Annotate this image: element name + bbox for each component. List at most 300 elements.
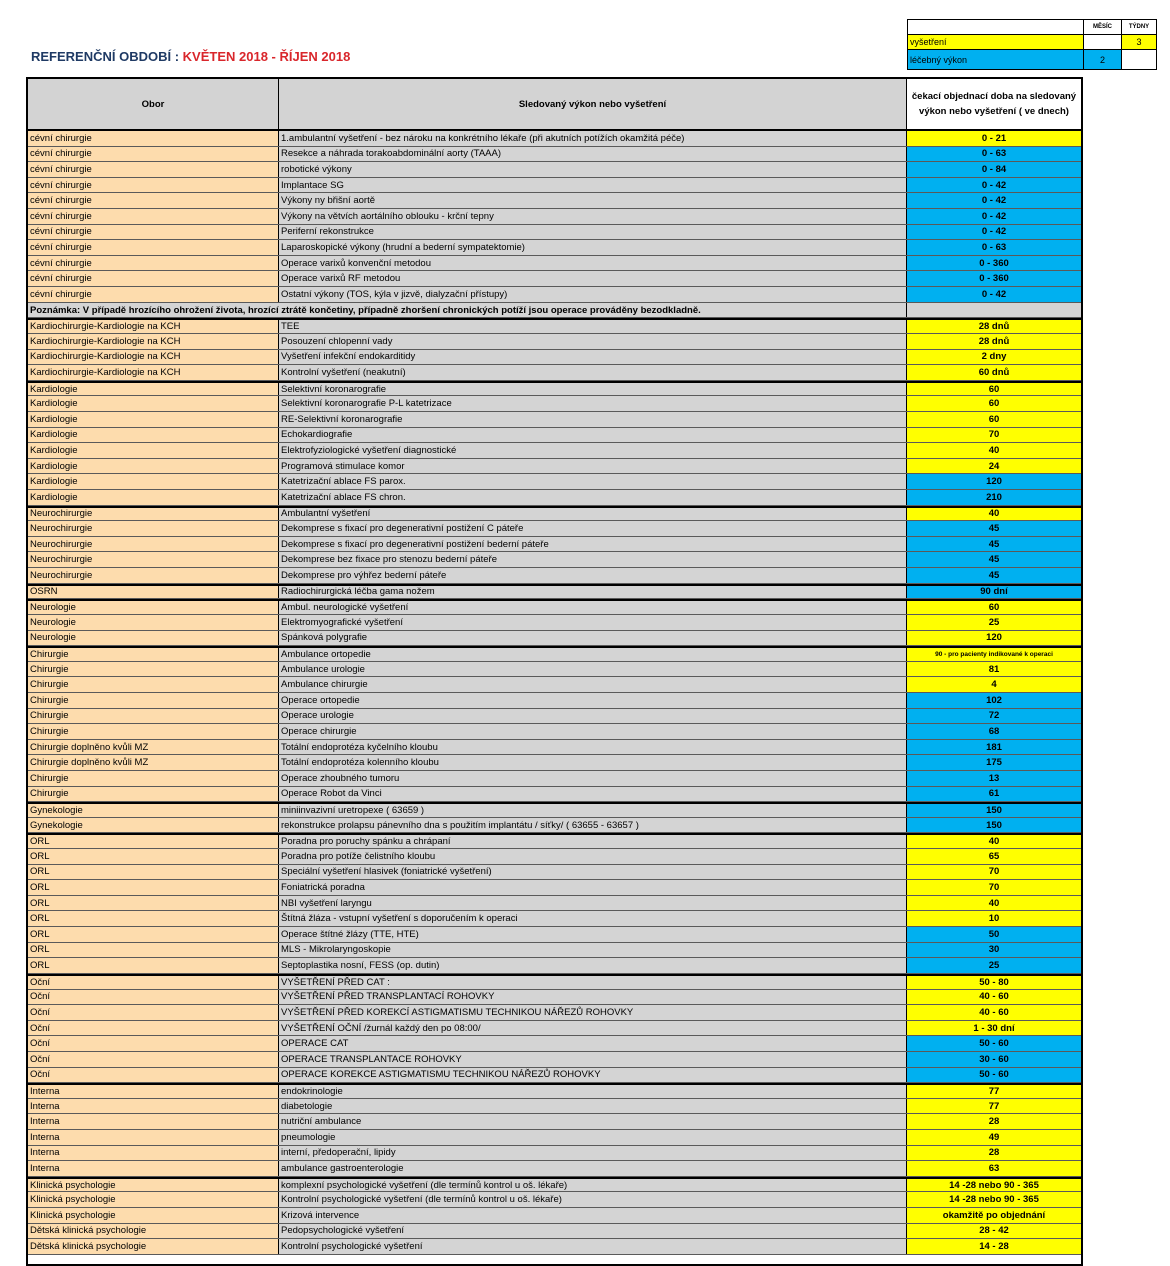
cell-vykon: OPERACE TRANSPLANTACE ROHOVKY <box>279 1052 907 1067</box>
table-row <box>28 521 1081 537</box>
cell-vykon: Dekomprese bez fixace pro stenozu bederní páteře <box>279 552 907 567</box>
cell-waiting-days: 50 - 60 <box>907 1036 1081 1051</box>
table-body <box>28 131 1081 1255</box>
table-row <box>28 896 1081 912</box>
table-row <box>28 474 1081 490</box>
cell-obor: cévní chirurgie <box>28 162 279 177</box>
cell-waiting-days: 0 - 42 <box>907 193 1081 208</box>
cell-waiting-days: 90 - pro pacienty indikované k operaci <box>907 648 1081 661</box>
cell-vykon: Kontrolní psychologické vyšetření <box>279 1239 907 1254</box>
waiting-times-table <box>26 77 1083 1266</box>
cell-obor: Chirurgie <box>28 787 279 802</box>
cell-waiting-days: 60 <box>907 396 1081 411</box>
cell-obor: Kardiologie <box>28 383 279 396</box>
cell-waiting-days: okamžitě po objednání <box>907 1208 1081 1223</box>
cell-waiting-days: 45 <box>907 568 1081 583</box>
cell-vykon: Ambulance urologie <box>279 662 907 677</box>
cell-obor: Chirurgie <box>28 677 279 692</box>
cell-obor: Neurologie <box>28 601 279 614</box>
cell-waiting-days: 40 <box>907 508 1081 521</box>
table-row <box>28 428 1081 444</box>
cell-vykon: Selektivní koronarografie <box>279 383 907 396</box>
cell-obor: Oční <box>28 1052 279 1067</box>
cell-obor: Neurochirurgie <box>28 537 279 552</box>
header-waiting-time: čekací objednací doba na sledovaný výkon nebo vyšetření ( ve dnech) <box>907 79 1081 129</box>
reference-period-heading <box>31 49 350 64</box>
table-row <box>28 443 1081 459</box>
cell-obor: Interna <box>28 1161 279 1176</box>
cell-obor: cévní chirurgie <box>28 178 279 193</box>
cell-obor: Gynekologie <box>28 818 279 833</box>
cell-waiting-days: 1 - 30 dní <box>907 1021 1081 1036</box>
table-row <box>28 178 1081 194</box>
cell-waiting-days: 0 - 360 <box>907 256 1081 271</box>
cell-vykon: Kontrolní vyšetření (neakutní) <box>279 365 907 380</box>
table-row <box>28 209 1081 225</box>
table-row <box>28 490 1081 506</box>
cell-vykon: OPERACE CAT <box>279 1036 907 1051</box>
table-row <box>28 240 1081 256</box>
cell-obor: cévní chirurgie <box>28 193 279 208</box>
table-row <box>28 865 1081 881</box>
table-row <box>28 131 1081 147</box>
cell-obor: Gynekologie <box>28 804 279 817</box>
cell-obor: Interna <box>28 1114 279 1129</box>
cell-waiting-days: 28 <box>907 1114 1081 1129</box>
cell-obor: ORL <box>28 911 279 926</box>
legend-exam-row <box>908 35 1156 50</box>
cell-vykon: Elektromyografické vyšetření <box>279 615 907 630</box>
cell-obor: cévní chirurgie <box>28 225 279 240</box>
cell-vykon: Elektrofyziologické vyšetření diagnostické <box>279 443 907 458</box>
table-row <box>28 787 1081 803</box>
cell-waiting-days: 50 <box>907 927 1081 942</box>
cell-obor: cévní chirurgie <box>28 256 279 271</box>
cell-waiting-days: 25 <box>907 615 1081 630</box>
cell-obor: cévní chirurgie <box>28 240 279 255</box>
cell-obor: cévní chirurgie <box>28 209 279 224</box>
table-row <box>28 584 1081 600</box>
cell-waiting-days: 30 <box>907 943 1081 958</box>
cell-vykon: Operace Robot da Vinci <box>279 787 907 802</box>
table-row <box>28 381 1081 397</box>
cell-obor: Oční <box>28 976 279 989</box>
table-row <box>28 1224 1081 1240</box>
cell-obor: Klinická psychologie <box>28 1208 279 1223</box>
table-row <box>28 693 1081 709</box>
table-row <box>28 974 1081 990</box>
table-row <box>28 833 1081 849</box>
legend-treatment-label: léčebný výkon <box>908 50 1084 69</box>
table-row <box>28 1177 1081 1193</box>
cell-vykon: komplexní psychologické vyšetření (dle termínů kontrol u oš. lékaře) <box>279 1179 907 1192</box>
table-row <box>28 849 1081 865</box>
cell-waiting-days: 81 <box>907 662 1081 677</box>
table-row <box>28 271 1081 287</box>
table-row <box>28 599 1081 615</box>
table-row <box>28 1208 1081 1224</box>
cell-waiting-days: 14 -28 nebo 90 - 365 <box>907 1179 1081 1192</box>
cell-obor: Kardiologie <box>28 490 279 505</box>
table-row <box>28 256 1081 272</box>
cell-obor: Klinická psychologie <box>28 1192 279 1207</box>
table-row <box>28 662 1081 678</box>
cell-obor: cévní chirurgie <box>28 287 279 302</box>
cell-vykon: nutriční ambulance <box>279 1114 907 1129</box>
cell-obor: Oční <box>28 1005 279 1020</box>
cell-waiting-days: 49 <box>907 1130 1081 1145</box>
table-row <box>28 1005 1081 1021</box>
cell-obor: cévní chirurgie <box>28 131 279 146</box>
cell-waiting-days: 0 - 42 <box>907 287 1081 302</box>
cell-waiting-days: 13 <box>907 771 1081 786</box>
cell-obor: Kardiochirurgie-Kardiologie na KCH <box>28 334 279 349</box>
cell-waiting-days: 150 <box>907 804 1081 817</box>
cell-vykon: Výkony ny břišní aortě <box>279 193 907 208</box>
table-row <box>28 1114 1081 1130</box>
cell-waiting-days: 70 <box>907 428 1081 443</box>
table-row <box>28 396 1081 412</box>
table-row <box>28 677 1081 693</box>
cell-vykon: Laparoskopické výkony (hrudní a bederní sympatektomie) <box>279 240 907 255</box>
table-row <box>28 740 1081 756</box>
table-row <box>28 1192 1081 1208</box>
cell-vykon: Resekce a náhrada torakoabdominální aorty (TAAA) <box>279 147 907 162</box>
cell-vykon: Štítná žláza - vstupní vyšetření s doporučením k operaci <box>279 911 907 926</box>
table-row <box>28 755 1081 771</box>
table-row <box>28 709 1081 725</box>
cell-vykon: Výkony na větvích aortálního oblouku - krční tepny <box>279 209 907 224</box>
cell-obor: Oční <box>28 1068 279 1083</box>
cell-waiting-days: 90 dní <box>907 586 1081 599</box>
table-row <box>28 1021 1081 1037</box>
cell-obor: ORL <box>28 927 279 942</box>
legend-exam-label: vyšetření <box>908 35 1084 50</box>
cell-waiting-days: 40 - 60 <box>907 1005 1081 1020</box>
cell-waiting-days: 30 - 60 <box>907 1052 1081 1067</box>
cell-waiting-days: 63 <box>907 1161 1081 1176</box>
cell-waiting-days: 0 - 21 <box>907 131 1081 146</box>
cell-obor: Kardiologie <box>28 396 279 411</box>
cell-obor: Kardiochirurgie-Kardiologie na KCH <box>28 350 279 365</box>
cell-waiting-days: 0 - 360 <box>907 271 1081 286</box>
cell-waiting-days: 60 <box>907 601 1081 614</box>
cell-vykon: Totální endoprotéza kolenního kloubu <box>279 755 907 770</box>
table-row <box>28 990 1081 1006</box>
cell-waiting-days: 45 <box>907 537 1081 552</box>
legend-month-header: MĚSÍC <box>1084 20 1122 35</box>
cell-waiting-days: 102 <box>907 693 1081 708</box>
cell-vykon: Dekomprese s fixací pro degenerativní postižení bederní páteře <box>279 537 907 552</box>
table-row <box>28 412 1081 428</box>
table-row <box>28 1161 1081 1177</box>
cell-obor: Interna <box>28 1130 279 1145</box>
table-row <box>28 1083 1081 1099</box>
cell-waiting-days: 61 <box>907 787 1081 802</box>
cell-vykon: Radiochirurgická léčba gama nožem <box>279 586 907 599</box>
cell-waiting-days: 0 - 84 <box>907 162 1081 177</box>
cell-vykon: Ambulantní vyšetření <box>279 508 907 521</box>
cell-waiting-days: 4 <box>907 677 1081 692</box>
cell-waiting-days: 0 - 63 <box>907 240 1081 255</box>
heading-period: KVĚTEN 2018 - ŘÍJEN 2018 <box>182 49 351 64</box>
cell-waiting-days: 77 <box>907 1085 1081 1098</box>
cell-obor: Kardiologie <box>28 443 279 458</box>
cell-vykon: Programová stimulace komor <box>279 459 907 474</box>
cell-vykon: Speciální vyšetření hlasivek (foniatrické vyšetření) <box>279 865 907 880</box>
table-row <box>28 911 1081 927</box>
cell-vykon: VYŠETŘENÍ PŘED TRANSPLANTACÍ ROHOVKY <box>279 990 907 1005</box>
cell-waiting-days: 70 <box>907 880 1081 895</box>
cell-waiting-days: 50 - 80 <box>907 976 1081 989</box>
cell-obor: Neurochirurgie <box>28 508 279 521</box>
cell-vykon: Krizová intervence <box>279 1208 907 1223</box>
table-row <box>28 506 1081 522</box>
table-row <box>28 365 1081 381</box>
cell-obor: Kardiochirurgie-Kardiologie na KCH <box>28 365 279 380</box>
cell-waiting-days: 28 <box>907 1146 1081 1161</box>
cell-obor: Dětská klinická psychologie <box>28 1239 279 1254</box>
cell-waiting-days: 0 - 42 <box>907 209 1081 224</box>
cell-vykon: Operace štítné žlázy (TTE, HTE) <box>279 927 907 942</box>
table-row <box>28 225 1081 241</box>
cell-vykon: Operace varixů konvenční metodou <box>279 256 907 271</box>
cell-obor: Neurologie <box>28 631 279 646</box>
cell-obor: Dětská klinická psychologie <box>28 1224 279 1239</box>
cell-vykon: OPERACE KOREKCE ASTIGMATISMU TECHNIKOU NÁŘEZŮ ROHOVKY <box>279 1068 907 1083</box>
cell-waiting-days: 60 <box>907 412 1081 427</box>
table-row <box>28 162 1081 178</box>
table-row <box>28 350 1081 366</box>
cell-obor: Interna <box>28 1146 279 1161</box>
cell-waiting-days: 28 - 42 <box>907 1224 1081 1239</box>
table-row <box>28 552 1081 568</box>
cell-waiting-days: 60 <box>907 383 1081 396</box>
table-row <box>28 943 1081 959</box>
cell-waiting-days: 2 dny <box>907 350 1081 365</box>
table-row <box>28 615 1081 631</box>
cell-vykon: Foniatrická poradna <box>279 880 907 895</box>
cell-obor: Neurochirurgie <box>28 521 279 536</box>
table-row <box>28 1239 1081 1255</box>
cell-vykon: VYŠETŘENÍ PŘED KOREKCÍ ASTIGMATISMU TECHNIKOU NÁŘEZŮ ROHOVKY <box>279 1005 907 1020</box>
cell-vykon: Implantace SG <box>279 178 907 193</box>
table-row <box>28 568 1081 584</box>
cell-obor: Chirurgie <box>28 693 279 708</box>
cell-vykon: Katetrizační ablace FS chron. <box>279 490 907 505</box>
cell-waiting-days: 181 <box>907 740 1081 755</box>
cell-vykon: Operace zhoubného tumoru <box>279 771 907 786</box>
table-row <box>28 334 1081 350</box>
table-row <box>28 724 1081 740</box>
cell-waiting-days: 14 -28 nebo 90 - 365 <box>907 1192 1081 1207</box>
cell-obor: Chirurgie <box>28 771 279 786</box>
cell-vykon: ambulance gastroenterologie <box>279 1161 907 1176</box>
cell-obor: Klinická psychologie <box>28 1179 279 1192</box>
cell-vykon: Ambul. neurologické vyšetření <box>279 601 907 614</box>
legend-treatment-month: 2 <box>1084 50 1122 69</box>
table-row <box>28 646 1081 662</box>
cell-waiting-days: 0 - 42 <box>907 178 1081 193</box>
header-obor: Obor <box>28 79 279 129</box>
cell-vykon: TEE <box>279 320 907 333</box>
cell-obor: ORL <box>28 958 279 973</box>
cell-obor: Chirurgie <box>28 662 279 677</box>
cell-obor: ORL <box>28 880 279 895</box>
cell-vykon: Pedopsychologické vyšetření <box>279 1224 907 1239</box>
cell-vykon: Poradna pro potíže čelistního kloubu <box>279 849 907 864</box>
cell-vykon: Posouzení chlopenní vady <box>279 334 907 349</box>
table-row <box>28 631 1081 647</box>
table-row <box>28 1068 1081 1084</box>
cell-obor: Chirurgie doplněno kvůli MZ <box>28 740 279 755</box>
cell-obor: Chirurgie <box>28 724 279 739</box>
cell-waiting-days: 70 <box>907 865 1081 880</box>
cell-vykon: Katetrizační ablace FS parox. <box>279 474 907 489</box>
cell-waiting-days: 14 - 28 <box>907 1239 1081 1254</box>
cell-vykon: Ambulance ortopedie <box>279 648 907 661</box>
cell-vykon: Operace varixů RF metodou <box>279 271 907 286</box>
cell-waiting-days: 28 dnů <box>907 320 1081 333</box>
table-row <box>28 1099 1081 1115</box>
cell-obor: Neurochirurgie <box>28 568 279 583</box>
cell-vykon: Septoplastika nosní, FESS (op. dutin) <box>279 958 907 973</box>
cell-obor: Oční <box>28 990 279 1005</box>
cell-vykon: interní, předoperační, lipidy <box>279 1146 907 1161</box>
cell-obor: Kardiologie <box>28 412 279 427</box>
cell-vykon: RE-Selektivní koronarografie <box>279 412 907 427</box>
cell-waiting-days: 40 - 60 <box>907 990 1081 1005</box>
table-header-row <box>28 79 1081 131</box>
cell-obor: Interna <box>28 1099 279 1114</box>
cell-obor: ORL <box>28 849 279 864</box>
cell-waiting-days: 0 - 63 <box>907 147 1081 162</box>
cell-obor: ORL <box>28 943 279 958</box>
header-vykon: Sledovaný výkon nebo vyšetření <box>279 79 907 129</box>
heading-prefix: REFERENČNÍ OBDOBÍ : <box>31 49 183 64</box>
cell-obor: ORL <box>28 835 279 848</box>
cell-obor: Kardiochirurgie-Kardiologie na KCH <box>28 320 279 333</box>
table-row <box>28 537 1081 553</box>
cell-vykon: miniinvazivní uretropexe ( 63659 ) <box>279 804 907 817</box>
cell-vykon: 1.ambulantní vyšetření - bez nároku na konkrétního lékaře (při akutních potížích okamžitá péče) <box>279 131 907 146</box>
table-row <box>28 193 1081 209</box>
cell-waiting-days: 210 <box>907 490 1081 505</box>
cell-waiting-days: 24 <box>907 459 1081 474</box>
cell-waiting-days: 65 <box>907 849 1081 864</box>
cell-vykon: Operace urologie <box>279 709 907 724</box>
cell-obor: Oční <box>28 1036 279 1051</box>
cell-vykon: Ostatní výkony (TOS, kýla v jizvě, dialyzační přístupy) <box>279 287 907 302</box>
cell-waiting-days: 40 <box>907 835 1081 848</box>
table-row <box>28 459 1081 475</box>
cell-obor: Kardiologie <box>28 428 279 443</box>
table-row <box>28 1146 1081 1162</box>
legend-weeks-header: TÝDNY <box>1122 20 1156 35</box>
cell-waiting-days: 40 <box>907 896 1081 911</box>
legend-exam-weeks: 3 <box>1122 35 1156 50</box>
table-row <box>28 880 1081 896</box>
cell-waiting-days: 0 - 42 <box>907 225 1081 240</box>
cell-obor: Chirurgie <box>28 648 279 661</box>
cell-vykon: Vyšetření infekční endokarditidy <box>279 350 907 365</box>
cell-vykon: Operace chirurgie <box>279 724 907 739</box>
cell-waiting-days: 45 <box>907 521 1081 536</box>
cell-obor: cévní chirurgie <box>28 271 279 286</box>
cell-obor: Neurologie <box>28 615 279 630</box>
cell-vykon: rekonstrukce prolapsu pánevního dna s použitím implantátu / síťky/ ( 63655 - 63657 ) <box>279 818 907 833</box>
cell-obor: Kardiologie <box>28 459 279 474</box>
cell-waiting-days: 45 <box>907 552 1081 567</box>
cell-vykon: Spánková polygrafie <box>279 631 907 646</box>
cell-vykon: Dekomprese s fixací pro degenerativní postižení C páteře <box>279 521 907 536</box>
table-row <box>28 958 1081 974</box>
table-row <box>28 318 1081 334</box>
cell-waiting-days: 72 <box>907 709 1081 724</box>
cell-vykon: pneumologie <box>279 1130 907 1145</box>
cell-obor: OSRN <box>28 586 279 599</box>
cell-obor: Neurochirurgie <box>28 552 279 567</box>
cell-vykon: Dekomprese pro výhřez bederní páteře <box>279 568 907 583</box>
cell-obor: ORL <box>28 865 279 880</box>
cell-waiting-days: 40 <box>907 443 1081 458</box>
cell-obor: Oční <box>28 1021 279 1036</box>
cell-waiting-days: 150 <box>907 818 1081 833</box>
legend-header-row <box>908 20 1156 35</box>
cell-waiting-days: 28 dnů <box>907 334 1081 349</box>
cell-waiting-days: 60 dnů <box>907 365 1081 380</box>
cell-vykon: robotické výkony <box>279 162 907 177</box>
cell-vykon: Totální endoprotéza kyčelního kloubu <box>279 740 907 755</box>
cell-waiting-days: 175 <box>907 755 1081 770</box>
cell-vykon: VYŠETŘENÍ OČNÍ /žurnál každý den po 08:00/ <box>279 1021 907 1036</box>
cell-obor: Interna <box>28 1085 279 1098</box>
cell-waiting-days: 77 <box>907 1099 1081 1114</box>
table-row <box>28 927 1081 943</box>
cell-vykon: Kontrolní psychologické vyšetření (dle termínů kontrol u oš. lékaře) <box>279 1192 907 1207</box>
cell-waiting-days: 10 <box>907 911 1081 926</box>
cell-obor: ORL <box>28 896 279 911</box>
table-row <box>28 802 1081 818</box>
color-legend <box>907 19 1157 70</box>
cell-waiting-days: 50 - 60 <box>907 1068 1081 1083</box>
cell-waiting-days: 120 <box>907 474 1081 489</box>
cell-vykon: Echokardiografie <box>279 428 907 443</box>
cell-vykon: Operace ortopedie <box>279 693 907 708</box>
table-row <box>28 771 1081 787</box>
cell-vykon: endokrinologie <box>279 1085 907 1098</box>
cell-waiting-days: 120 <box>907 631 1081 646</box>
cell-vykon: Periferní rekonstrukce <box>279 225 907 240</box>
cell-obor: Kardiologie <box>28 474 279 489</box>
cell-obor: Chirurgie doplněno kvůli MZ <box>28 755 279 770</box>
cell-obor: cévní chirurgie <box>28 147 279 162</box>
legend-treatment-row <box>908 50 1156 69</box>
cell-vykon: NBI vyšetření laryngu <box>279 896 907 911</box>
table-row <box>28 1052 1081 1068</box>
cell-waiting-days: 68 <box>907 724 1081 739</box>
cell-obor: Chirurgie <box>28 709 279 724</box>
table-row <box>28 1130 1081 1146</box>
note-text: Poznámka: V případě hrozícího ohrožení života, hrozící ztrátě končetiny, případně zhoršení chronických potíží jsou operace prováděny bezodkladně. <box>28 303 907 318</box>
table-row <box>28 147 1081 163</box>
table-row <box>28 287 1081 303</box>
cell-vykon: diabetologie <box>279 1099 907 1114</box>
cell-waiting-days: 25 <box>907 958 1081 973</box>
cell-vykon: MLS - Mikrolaryngoskopie <box>279 943 907 958</box>
cell-vykon: Selektivní koronarografie P-L katetrizace <box>279 396 907 411</box>
cell-vykon: Poradna pro poruchy spánku a chrápaní <box>279 835 907 848</box>
